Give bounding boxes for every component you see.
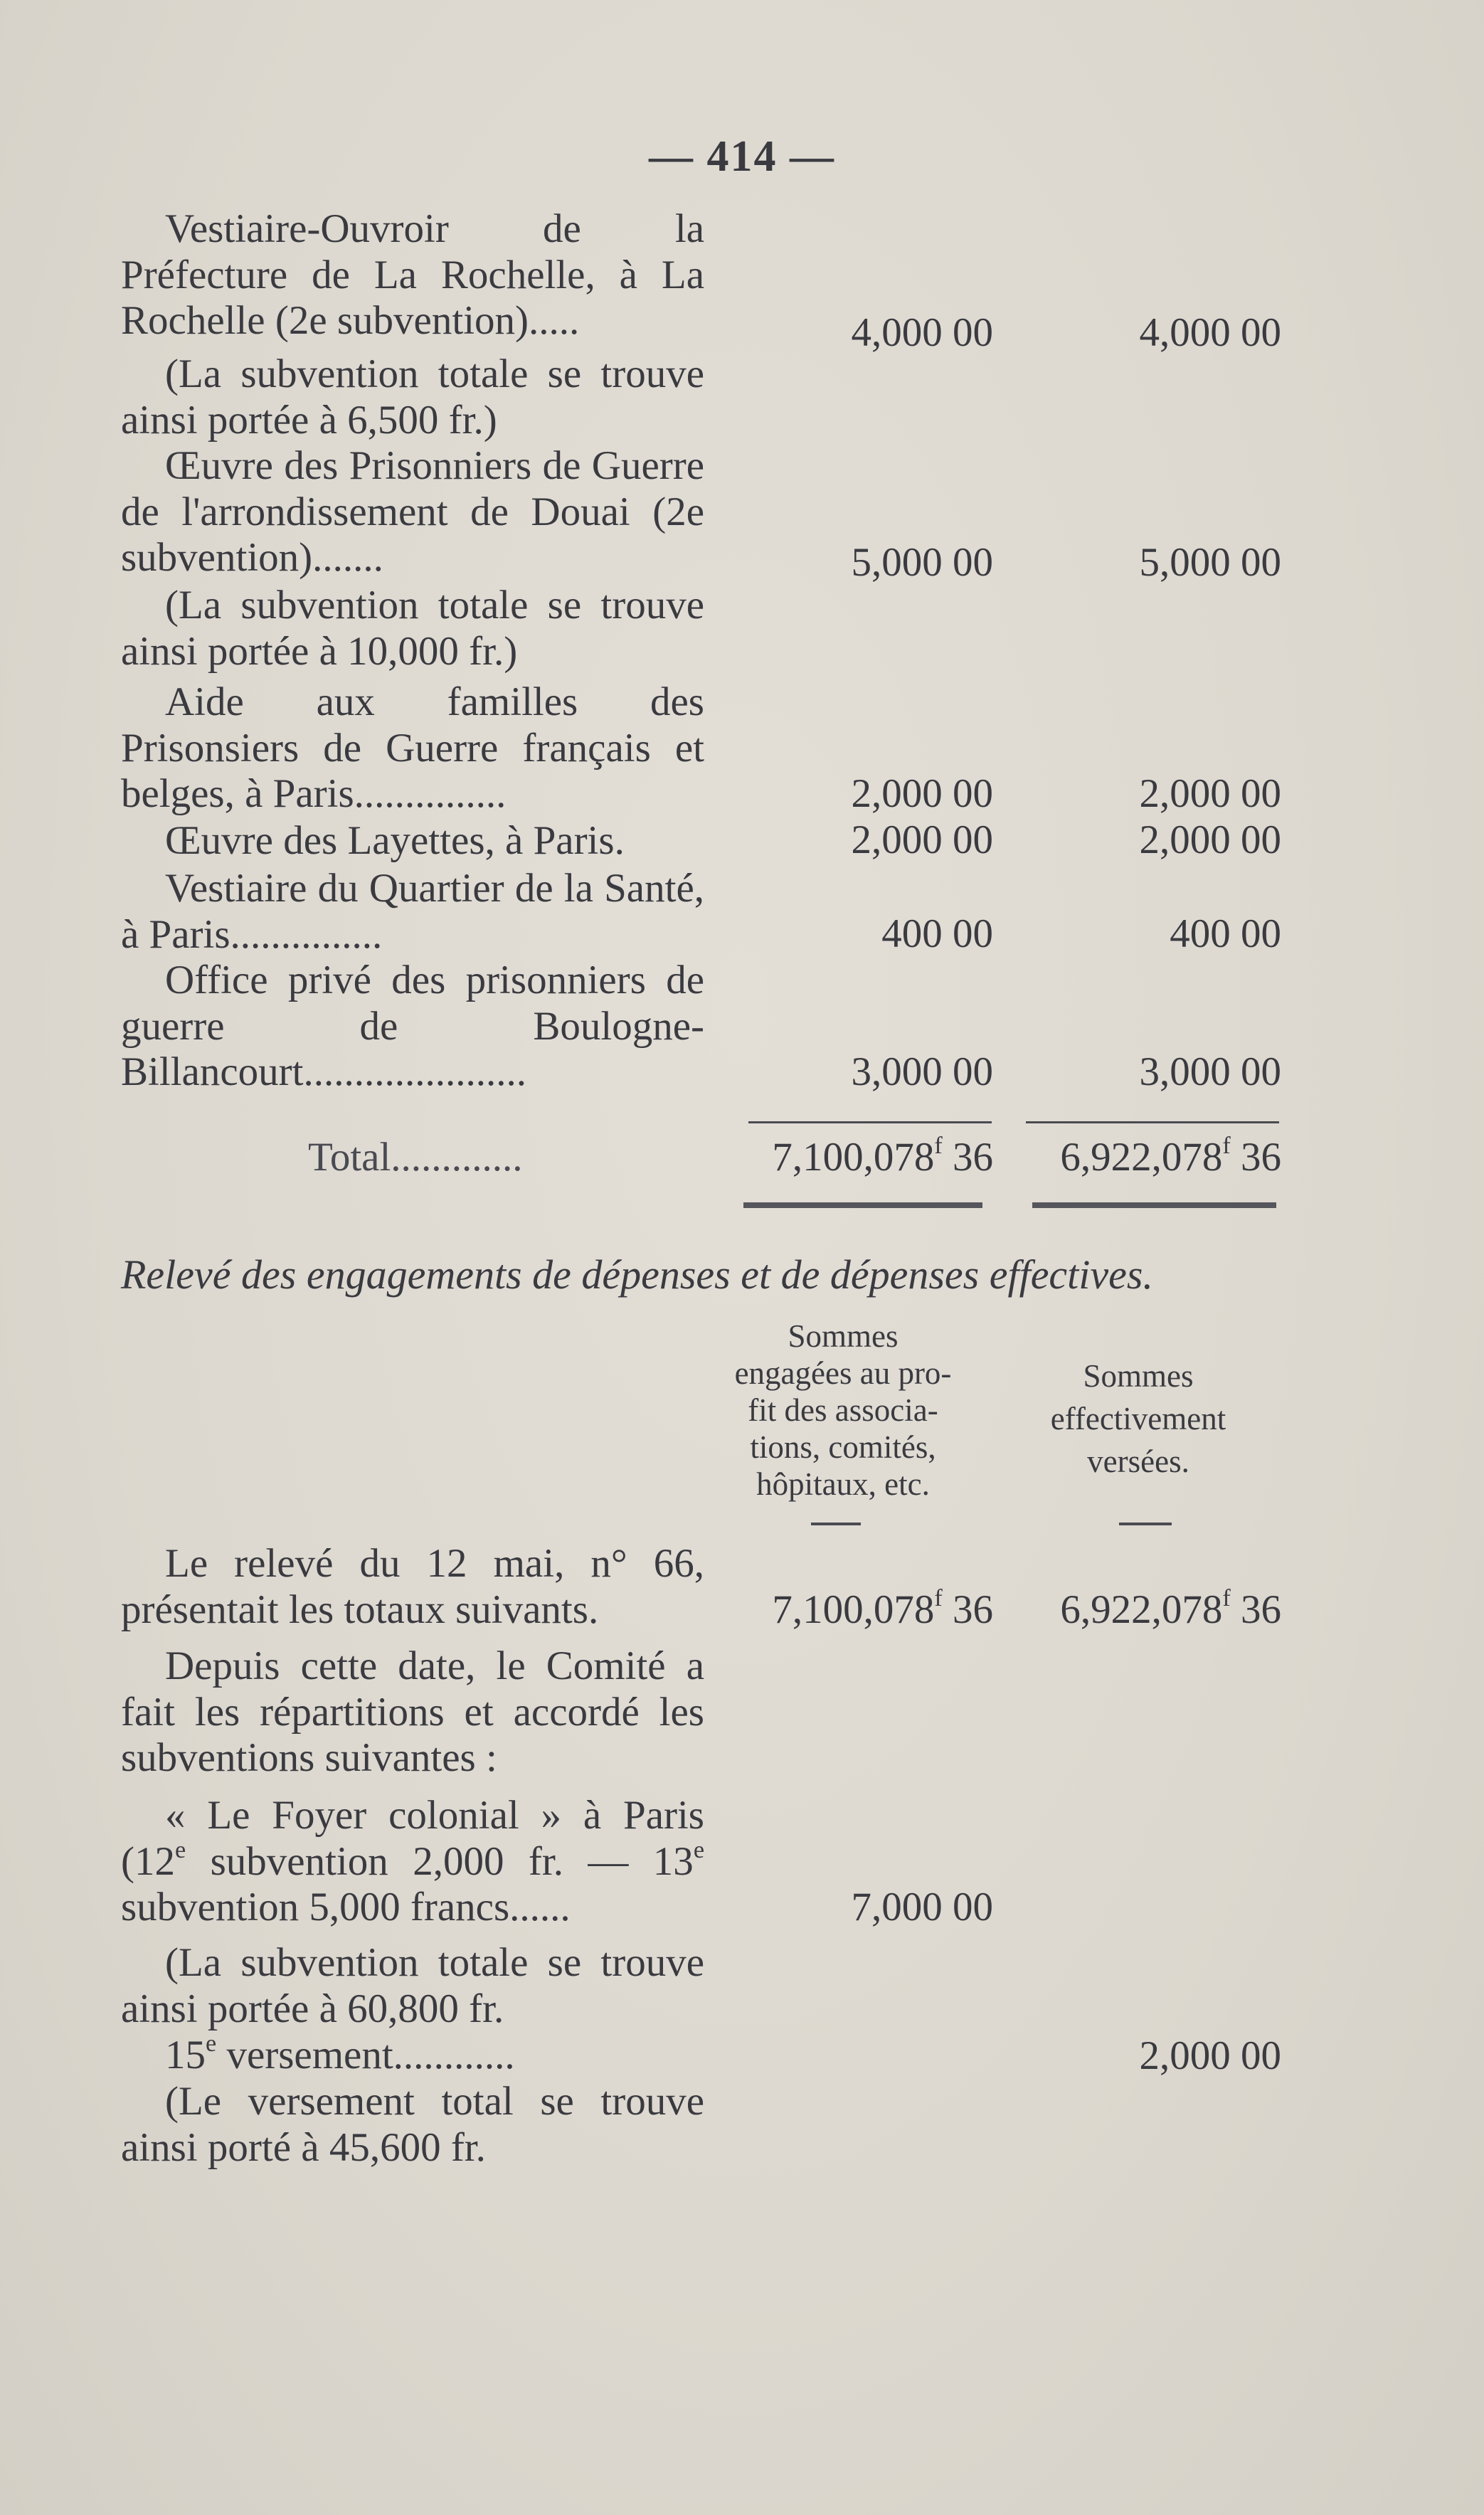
entry-paragraph: Œuvre des Layettes, à Paris. bbox=[165, 818, 625, 863]
column-header-line: fit des associa- bbox=[748, 1392, 938, 1428]
column-header-paid bbox=[996, 1355, 1281, 1483]
column-header-line: tions, comités, bbox=[750, 1429, 936, 1465]
entry-amount-paid: 3,000 00 bbox=[1139, 1049, 1281, 1094]
column-header-line: engagées au pro- bbox=[734, 1355, 952, 1391]
entry-text bbox=[121, 958, 704, 1096]
releve-text bbox=[121, 1940, 704, 2032]
entry-paragraph: Office privé des prisonniers de guerre de Boulogne-Billancourt...................... bbox=[121, 958, 704, 1094]
entry-text bbox=[121, 866, 704, 958]
text-part: « Le Foyer colonial » à Paris (12 bbox=[121, 1793, 704, 1884]
total-amount-paid-cents: 36 bbox=[1241, 1135, 1281, 1180]
entry-text bbox=[121, 443, 704, 581]
entry-amount-paid: 4,000 00 bbox=[1139, 310, 1281, 355]
total-amount-paid-value: 6,922,078 bbox=[1060, 1135, 1223, 1180]
text-part: subvention 5,000 francs...... bbox=[121, 1885, 571, 1929]
releve-paragraph: (La subvention totale se trouve ainsi portée à 60,800 fr. bbox=[121, 1940, 704, 2031]
total-amount-engaged-value: 7,100,078 bbox=[772, 1135, 935, 1180]
releve-amount-engaged: 7,000 00 bbox=[851, 1885, 993, 1929]
entry-amount-engaged: 2,000 00 bbox=[851, 771, 993, 816]
ordinal-suffix: e bbox=[206, 2030, 217, 2058]
releve-amount-engaged bbox=[772, 1587, 993, 1633]
entry-paragraph: (La subvention totale se trouve ainsi portée à 10,000 fr.) bbox=[121, 583, 704, 674]
ordinal-suffix: e bbox=[174, 1836, 186, 1863]
releve-paragraph bbox=[121, 2030, 704, 2079]
releve-amount-paid-value: 6,922,078 bbox=[1060, 1587, 1223, 1632]
entry-amount-engaged: 400 00 bbox=[881, 911, 993, 956]
entry-amount-paid: 5,000 00 bbox=[1139, 540, 1281, 585]
entry-amount-engaged: 4,000 00 bbox=[851, 310, 993, 355]
releve-paragraph bbox=[121, 1793, 704, 1931]
releve-text bbox=[121, 1643, 704, 1781]
entry-amount-engaged: 2,000 00 bbox=[851, 817, 993, 862]
total-label: Total............. bbox=[308, 1135, 523, 1180]
releve-text bbox=[121, 2030, 704, 2079]
entry-amount-engaged: 3,000 00 bbox=[851, 1049, 993, 1094]
releve-amount-engaged-value: 7,100,078 bbox=[772, 1587, 935, 1632]
releve-text bbox=[121, 2079, 704, 2171]
text-part: 15 bbox=[165, 2033, 206, 2077]
entry-text bbox=[121, 818, 704, 864]
entry-paragraph: Vestiaire du Quartier de la Santé, à Paris............... bbox=[121, 866, 704, 957]
total-amount-paid-unit: f bbox=[1222, 1133, 1231, 1160]
entry-paragraph: Aide aux familles des Prisonsiers de Guerre français et belges, à Paris............... bbox=[121, 679, 704, 816]
section-title: Relevé des engagements de dépenses et de dépenses effectives. bbox=[121, 1251, 1153, 1298]
total-double-rule-col1 bbox=[743, 1202, 982, 1208]
page-number: — 414 — bbox=[649, 132, 835, 181]
releve-amount-paid-unit: f bbox=[1222, 1585, 1231, 1612]
total-rule-col2 bbox=[1026, 1121, 1279, 1123]
total-rule-col1 bbox=[748, 1121, 992, 1123]
entry-paragraph: Œuvre des Prisonniers de Guerre de l'arrondissement de Douai (2e subvention)....... bbox=[121, 443, 704, 580]
total-amount-engaged-cents: 36 bbox=[953, 1135, 993, 1180]
total-amount-engaged-unit: f bbox=[934, 1133, 943, 1160]
column-header-line: Sommes bbox=[1083, 1358, 1194, 1394]
text-part: versement............ bbox=[216, 2033, 515, 2077]
releve-amount-engaged-cents: 36 bbox=[953, 1587, 993, 1632]
column-header-line: versées. bbox=[1087, 1444, 1189, 1479]
releve-amount-engaged-unit: f bbox=[934, 1585, 943, 1612]
releve-amount-paid-cents: 36 bbox=[1241, 1587, 1281, 1632]
entry-paragraph: Vestiaire-Ouvroir de la Préfecture de La Rochelle, à La Rochelle (2e subvention)..... bbox=[121, 206, 704, 343]
column-header-rule-col2 bbox=[1119, 1523, 1172, 1525]
entry-text bbox=[121, 583, 704, 674]
entry-amount-paid: 2,000 00 bbox=[1139, 771, 1281, 816]
column-header-rule-col1 bbox=[811, 1523, 861, 1525]
entry-amount-engaged: 5,000 00 bbox=[851, 540, 993, 585]
entry-text bbox=[121, 679, 704, 817]
entry-paragraph: (La subvention totale se trouve ainsi portée à 6,500 fr.) bbox=[121, 351, 704, 443]
entry-amount-paid: 2,000 00 bbox=[1139, 817, 1281, 862]
total-double-rule-col2 bbox=[1032, 1202, 1276, 1208]
releve-paragraph: (Le versement total se trouve ainsi porté à 45,600 fr. bbox=[121, 2079, 704, 2170]
releve-paragraph: Le relevé du 12 mai, n° 66, présentait les totaux suivants. bbox=[121, 1541, 704, 1632]
text-part: subvention 2,000 fr. — 13 bbox=[186, 1838, 694, 1884]
column-header-line: hôpitaux, etc. bbox=[756, 1466, 930, 1502]
releve-text bbox=[121, 1793, 704, 1931]
column-header-engaged bbox=[701, 1318, 985, 1503]
releve-amount-paid bbox=[1060, 1587, 1281, 1633]
ordinal-suffix: e bbox=[693, 1836, 704, 1863]
column-header-line: effectivement bbox=[1050, 1401, 1226, 1436]
releve-amount-paid: 2,000 00 bbox=[1139, 2033, 1281, 2078]
entry-amount-paid: 400 00 bbox=[1170, 911, 1281, 956]
entry-text bbox=[121, 351, 704, 443]
total-amount-paid bbox=[1060, 1134, 1281, 1180]
total-amount-engaged bbox=[772, 1134, 993, 1180]
releve-text bbox=[121, 1541, 704, 1633]
column-header-line: Sommes bbox=[788, 1318, 899, 1354]
entry-text bbox=[121, 206, 704, 344]
releve-paragraph: Depuis cette date, le Comité a fait les répartitions et accordé les subventions suivantes : bbox=[121, 1643, 704, 1780]
